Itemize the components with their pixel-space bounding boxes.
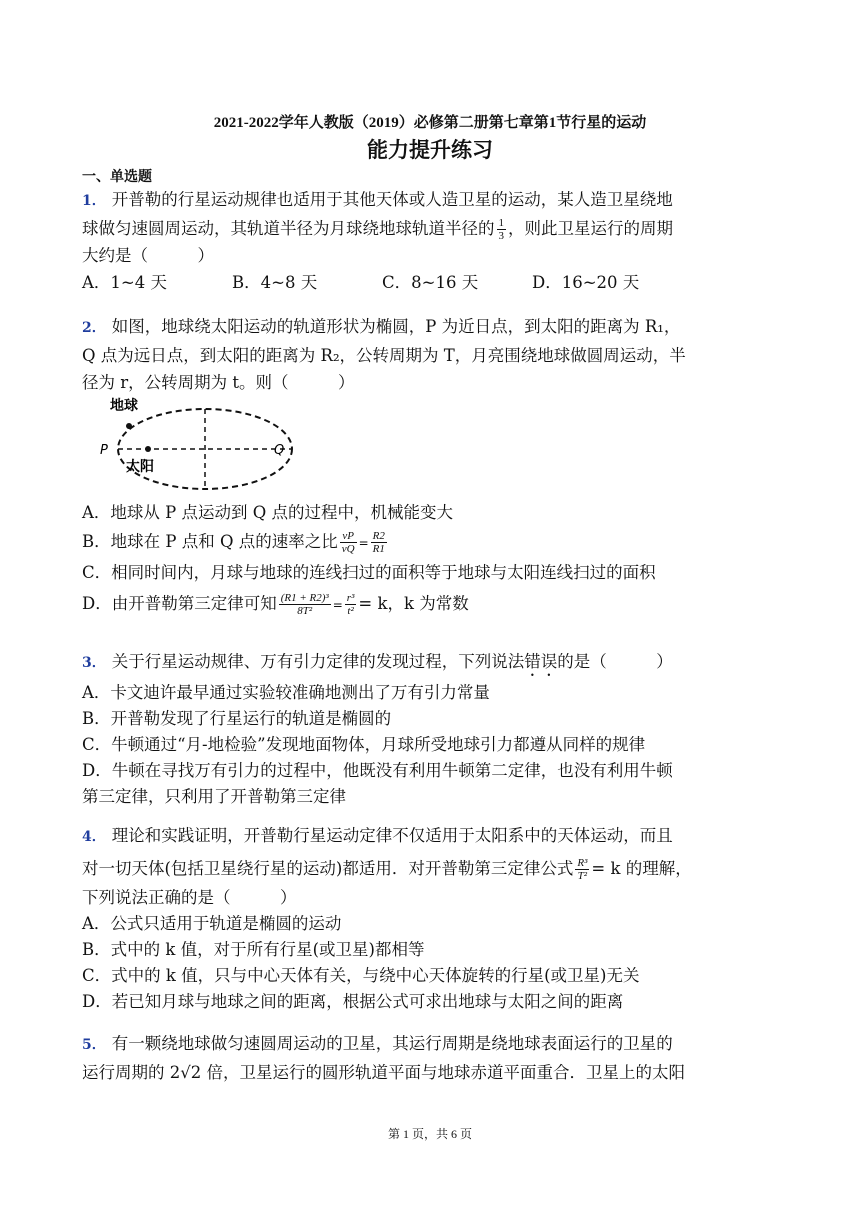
question-text: 对一切天体(包括卫星绕行星的运动)都适用．对开普勒第三定律公式	[82, 859, 574, 878]
option-a: A．1~4 天	[82, 273, 167, 292]
question-number: 4．	[82, 829, 106, 845]
fraction-denominator: 8T²	[297, 605, 313, 617]
option-c: C．牛顿通过“月-地检验”发现地面物体，月球所受地球引力都遵从同样的规律	[82, 735, 646, 754]
option-a: A．地球从 P 点运动到 Q 点的过程中，机械能变大	[82, 503, 454, 522]
fraction-numerator: 1	[498, 217, 504, 229]
question-text: ，则此卫星运行的周期	[508, 219, 673, 238]
options-row	[82, 269, 802, 296]
question-5	[82, 1030, 802, 1086]
option-d: D．若已知月球与地球之间的距离，根据公式可求出地球与太阳之间的距离	[82, 992, 624, 1011]
page-footer: 第 1 页，共 6 页	[387, 1127, 472, 1141]
option-a: A．卡文迪许最早通过实验较准确地测出了万有引力常量	[82, 683, 490, 702]
option-c: C．式中的 k 值，只与中心天体有关，与绕中心天体旋转的行星(或卫星)无关	[82, 966, 640, 985]
question-text: 的是（ ）	[557, 652, 673, 671]
sun-label: 太阳	[126, 459, 154, 475]
orbit-diagram	[96, 392, 296, 496]
option-d: D．16~20 天	[532, 273, 640, 292]
question-3	[82, 648, 802, 810]
fraction-numerator: R2	[372, 530, 385, 542]
document-subtitle: 能力提升练习	[367, 137, 493, 162]
question-text: 下列说法正确的是（ ）	[82, 888, 297, 907]
document-title: 2021-2022学年人教版（2019）必修第二册第七章第1节行星的运动	[213, 115, 647, 131]
fraction-numerator: R³	[577, 857, 588, 869]
point-p-label: P	[100, 443, 108, 458]
question-text: 有一颗绕地球做匀速圆周运动的卫星，其运行周期是绕地球表面运行的卫星的	[111, 1034, 673, 1053]
question-text: 径为 r，公转周期为 t。则（ ）	[82, 373, 355, 392]
fraction-denominator: R1	[372, 543, 385, 555]
option-d-continued: 第三定律，只利用了开普勒第三定律	[82, 787, 346, 806]
option-c: C．相同时间内，月球与地球的连线扫过的面积等于地球与太阳连线扫过的面积	[82, 563, 656, 582]
question-number: 3．	[82, 655, 106, 671]
fraction-kepler-1	[279, 592, 331, 617]
question-2-options: A．地球从 P 点运动到 Q 点的过程中，机械能变大 B．地球在 P 点和 Q 点的速率之比 $\frac{vP}{vQ}$ = $\frac{R2}{R1}$ C．相同时间内，月球与地球的连线扫过的面积等于地球与太阳连线扫过的面积 D．由开普勒第三定律可知 $\frac{\text{(R1 + R2)³}}{\text{8T²}}$ = $\frac{\text{r³}}{\text{t²}}$ = k，k 为常数	[82, 503, 656, 617]
question-text: 关于行星运动规律、万有引力定律的发现过程，下列说法	[111, 652, 525, 671]
option-b: B．开普勒发现了行星运行的轨道是椭圆的	[82, 709, 392, 728]
question-number: 5．	[82, 1037, 106, 1053]
fraction-denominator: 3	[498, 230, 504, 242]
question-number: 1．	[82, 193, 106, 209]
fraction-numerator: (R1 + R2)³	[280, 592, 329, 604]
section-heading: 一、单选题	[82, 169, 152, 185]
question-1	[82, 186, 802, 296]
fraction-radius	[371, 530, 387, 555]
fraction-kepler	[575, 857, 589, 882]
option-d: D．由开普勒第三定律可知	[82, 594, 277, 613]
fraction-denominator: T²	[577, 870, 588, 882]
option-b: B．地球在 P 点和 Q 点的速率之比	[82, 532, 338, 551]
option-a: A．公式只适用于轨道是椭圆的运动	[82, 914, 342, 933]
fraction-kepler-2	[345, 592, 357, 617]
fraction-denominator: t²	[347, 605, 354, 617]
question-4	[82, 822, 802, 1015]
option-d-tail: = k，k 为常数	[358, 594, 469, 613]
question-text: 球做匀速圆周运动，其轨道半径为月球绕地球轨道半径的	[82, 219, 495, 238]
fraction	[497, 217, 507, 242]
question-2	[82, 313, 802, 396]
earth-dot	[126, 423, 132, 429]
fraction-numerator: r³	[346, 592, 355, 604]
sun-dot	[145, 446, 151, 452]
question-number: 2．	[82, 320, 106, 336]
fraction-denominator: vQ	[341, 543, 355, 555]
question-text: = k 的理解，	[591, 859, 692, 878]
option-d: D．牛顿在寻找万有引力的过程中，他既没有利用牛顿第二定律，也没有利用牛顿	[82, 761, 673, 780]
point-q-label: Q	[274, 443, 285, 458]
earth-label: 地球	[110, 398, 138, 414]
option-b: B．式中的 k 值，对于所有行星(或卫星)都相等	[82, 940, 425, 959]
question-text: 大约是（ ）	[82, 246, 214, 265]
fraction-numerator: vP	[340, 530, 357, 543]
fraction-velocity	[340, 530, 357, 555]
question-text: 理论和实践证明，开普勒行星运动定律不仅适用于太阳系中的天体运动，而且	[111, 826, 673, 845]
option-c: C．8~16 天	[382, 273, 479, 292]
question-text: 运行周期的 2√2 倍，卫星运行的圆形轨道平面与地球赤道平面重合．卫星上的太阳	[82, 1063, 685, 1082]
emphasized-word: 错误	[524, 652, 558, 671]
question-text: 开普勒的行星运动规律也适用于其他天体或人造卫星的运动，某人造卫星绕地	[111, 190, 673, 209]
option-b: B．4~8 天	[232, 273, 318, 292]
question-text: 如图，地球绕太阳运动的轨道形状为椭圆，P 为近日点，到太阳的距离为 R₁，	[111, 317, 681, 336]
question-text: Q 点为远日点，到太阳的距离为 R₂，公转周期为 T，月亮围绕地球做圆周运动，半	[82, 346, 686, 365]
